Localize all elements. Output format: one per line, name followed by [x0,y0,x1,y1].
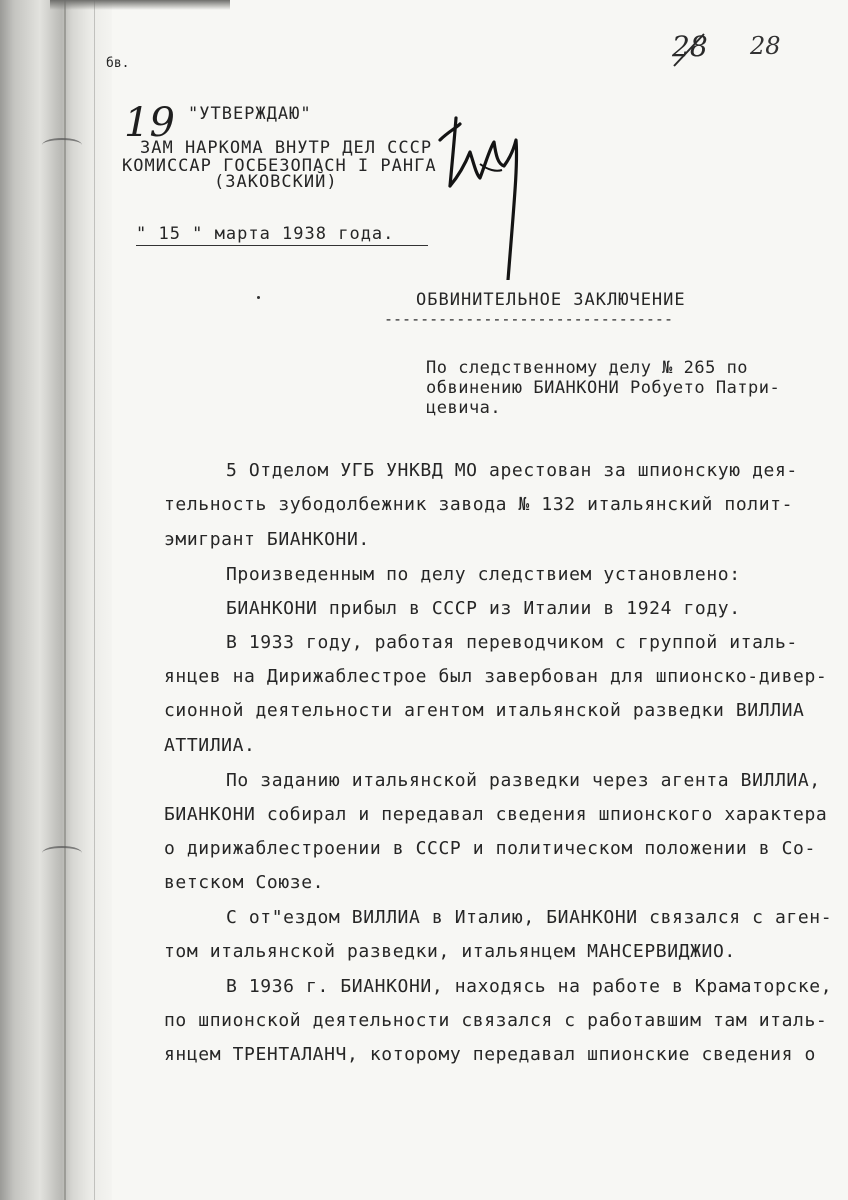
body-line: По заданию итальянской разведки через агента ВИЛЛИА, [226,770,821,791]
strike-through-mark [668,30,708,70]
case-reference-line: По следственному делу № 265 по [426,358,749,378]
body-line: АТТИЛИА. [164,735,256,756]
date-underline [136,245,428,246]
body-line: В 1936 г. БИАНКОНИ, находясь на работе в Краматорске, [226,976,833,997]
body-line: В 1933 году, работая переводчиком с группой италь- [226,632,798,653]
approval-name: (ЗАКОВСКИЙ) [214,172,338,192]
body-line: БИАНКОНИ прибыл в СССР из Италии в 1924 году. [226,598,741,619]
binding-shadow [0,0,112,1200]
handwritten-signature [430,104,540,280]
body-line: по шпионской деятельности связался с работавшим там италь- [164,1010,828,1031]
document-title: ОБВИНИТЕЛЬНОЕ ЗАКЛЮЧЕНИЕ [416,290,686,310]
case-reference-line: обвинению БИАНКОНИ Робуето Патри- [426,378,781,398]
body-line: том итальянской разведки, итальянцем МАНСЕРВИДЖИО. [164,941,736,962]
binding-thread [42,846,82,860]
binding-edge [94,0,95,1200]
approval-rank-line: КОМИССАР ГОСБЕЗОПАСН I РАНГА [122,156,437,176]
approval-date: " 15 " марта 1938 года. [136,224,395,244]
ink-dot [257,296,260,299]
case-reference-line: цевича. [426,398,502,418]
body-line: ветском Союзе. [164,872,325,893]
binding-edge [64,0,66,1200]
handwritten-margin-mark: 19 [124,100,175,146]
body-line: БИАНКОНИ собирал и передавал сведения шпионского характера [164,804,828,825]
body-line: тельность зубодолбежник завода № 132 итальянский полит- [164,494,794,515]
page-number: 28 [750,32,781,60]
crossed-page-number: 28 [672,30,708,63]
body-line: С от"ездом ВИЛЛИА в Италию, БИАНКОНИ связался с аген- [226,907,833,928]
body-line: эмигрант БИАНКОНИ. [164,529,370,550]
body-line: янцем ТРЕНТАЛАНЧ, которому передавал шпионские сведения о [164,1044,816,1065]
approval-heading: "УТВЕРЖДАЮ" [188,104,312,124]
title-underline: -------------------------------- [384,310,673,328]
binding-thread [42,138,82,152]
folio-corner-mark: бв. [106,56,130,71]
body-line: Произведенным по делу следствием установлено: [226,564,741,585]
body-line: сионной деятельности агентом итальянской разведки ВИЛЛИА [164,700,805,721]
approval-position-line: ЗАМ НАРКОМА ВНУТР ДЕЛ СССР [140,138,433,158]
body-line: янцев на Дирижаблестрое был завербован для шпионско-дивер- [164,666,828,687]
body-line: о дирижаблестроении в СССР и политическом положении в Со- [164,838,816,859]
scan-shadow [50,0,230,10]
body-line: 5 Отделом УГБ УНКВД МО арестован за шпионскую дея- [226,460,798,481]
